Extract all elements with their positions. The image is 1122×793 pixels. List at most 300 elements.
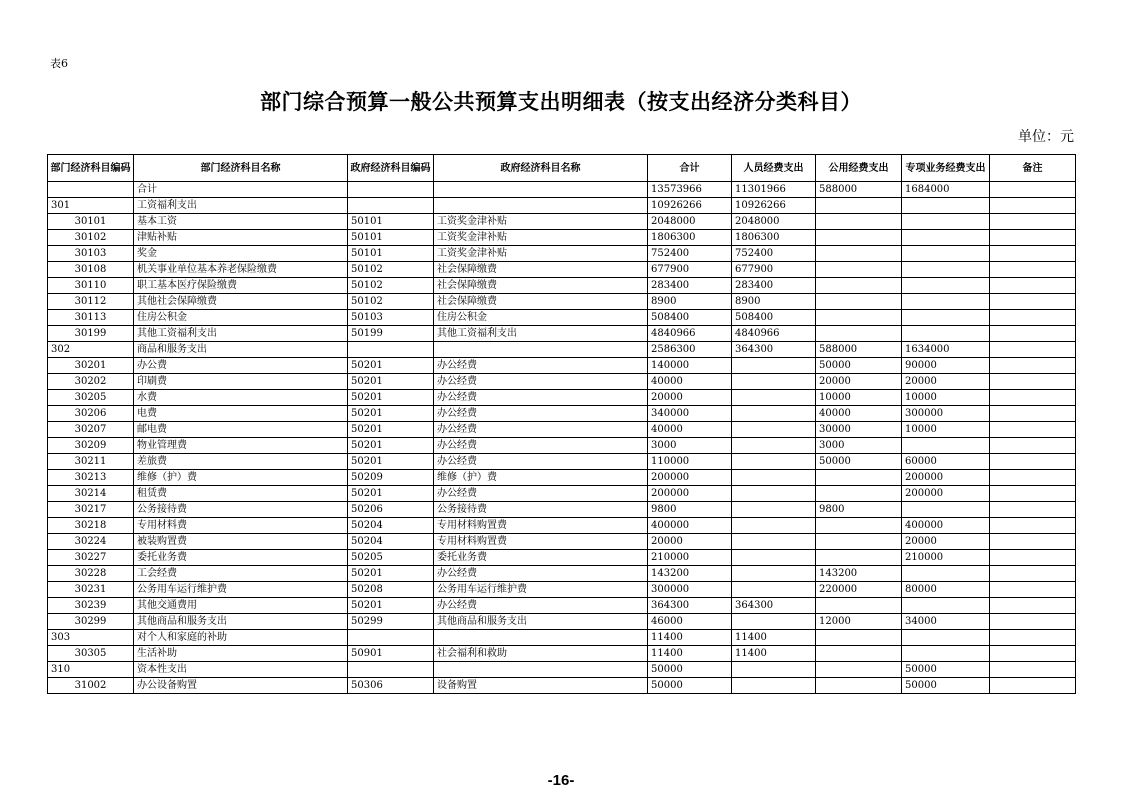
public-cell — [816, 662, 902, 678]
gov-name-cell: 办公经费 — [434, 598, 648, 614]
dept-code-cell: 30102 — [48, 230, 134, 246]
gov-code-cell: 50103 — [348, 310, 434, 326]
personnel-cell: 8900 — [732, 294, 816, 310]
total-cell: 13573966 — [648, 182, 732, 198]
personnel-cell — [732, 566, 816, 582]
personnel-cell — [732, 518, 816, 534]
personnel-cell: 677900 — [732, 262, 816, 278]
total-cell: 2048000 — [648, 214, 732, 230]
special-cell — [902, 566, 990, 582]
remarks-cell — [990, 646, 1076, 662]
table-row — [48, 598, 1076, 614]
personnel-cell: 4840966 — [732, 326, 816, 342]
table-row — [48, 246, 1076, 262]
unit-label: 单位：元 — [1018, 129, 1074, 145]
gov-name-cell — [434, 630, 648, 646]
gov-name-cell: 社会保障缴费 — [434, 278, 648, 294]
remarks-cell — [990, 630, 1076, 646]
special-cell: 10000 — [902, 390, 990, 406]
special-cell: 200000 — [902, 486, 990, 502]
dept-name-cell: 合计 — [134, 182, 348, 198]
dept-name-cell: 职工基本医疗保险缴费 — [134, 278, 348, 294]
total-cell: 143200 — [648, 566, 732, 582]
special-cell: 20000 — [902, 374, 990, 390]
gov-name-cell: 办公经费 — [434, 390, 648, 406]
special-cell — [902, 230, 990, 246]
public-cell: 50000 — [816, 358, 902, 374]
special-cell: 20000 — [902, 534, 990, 550]
dept-name-cell: 被装购置费 — [134, 534, 348, 550]
gov-code-cell: 50201 — [348, 374, 434, 390]
total-cell: 4840966 — [648, 326, 732, 342]
personnel-cell — [732, 502, 816, 518]
total-cell: 752400 — [648, 246, 732, 262]
dept-code-cell: 301 — [48, 198, 134, 214]
special-cell — [902, 630, 990, 646]
gov-name-cell — [434, 342, 648, 358]
gov-code-cell: 50101 — [348, 246, 434, 262]
dept-code-cell: 30239 — [48, 598, 134, 614]
dept-code-cell: 30211 — [48, 454, 134, 470]
special-cell — [902, 214, 990, 230]
dept-code-cell: 30113 — [48, 310, 134, 326]
gov-code-cell: 50201 — [348, 598, 434, 614]
public-cell — [816, 678, 902, 694]
gov-name-cell: 专用材料购置费 — [434, 518, 648, 534]
dept-code-cell: 30213 — [48, 470, 134, 486]
remarks-cell — [990, 550, 1076, 566]
remarks-cell — [990, 358, 1076, 374]
total-cell: 300000 — [648, 582, 732, 598]
gov-code-cell: 50201 — [348, 406, 434, 422]
dept-code-cell — [48, 182, 134, 198]
remarks-cell — [990, 294, 1076, 310]
dept-code-cell: 30207 — [48, 422, 134, 438]
gov-name-cell: 办公经费 — [434, 406, 648, 422]
public-cell: 220000 — [816, 582, 902, 598]
total-cell: 110000 — [648, 454, 732, 470]
remarks-cell — [990, 374, 1076, 390]
dept-name-cell: 其他工资福利支出 — [134, 326, 348, 342]
public-cell: 588000 — [816, 182, 902, 198]
personnel-cell: 2048000 — [732, 214, 816, 230]
dept-name-cell: 办公设备购置 — [134, 678, 348, 694]
gov-name-cell: 办公经费 — [434, 374, 648, 390]
dept-name-cell: 对个人和家庭的补助 — [134, 630, 348, 646]
personnel-cell: 1806300 — [732, 230, 816, 246]
remarks-cell — [990, 518, 1076, 534]
special-cell — [902, 262, 990, 278]
personnel-cell — [732, 406, 816, 422]
page-title: 部门综合预算一般公共预算支出明细表（按支出经济分类科目） — [260, 89, 862, 114]
gov-code-cell — [348, 630, 434, 646]
personnel-cell: 11400 — [732, 630, 816, 646]
special-cell: 50000 — [902, 662, 990, 678]
total-cell: 340000 — [648, 406, 732, 422]
gov-name-cell: 社会福利和救助 — [434, 646, 648, 662]
gov-name-cell: 专用材料购置费 — [434, 534, 648, 550]
dept-code-cell: 30209 — [48, 438, 134, 454]
dept-name-cell: 奖金 — [134, 246, 348, 262]
remarks-cell — [990, 326, 1076, 342]
total-cell: 1806300 — [648, 230, 732, 246]
table-row — [48, 278, 1076, 294]
personnel-cell: 11301966 — [732, 182, 816, 198]
dept-code-cell: 30205 — [48, 390, 134, 406]
special-cell: 34000 — [902, 614, 990, 630]
personnel-cell: 508400 — [732, 310, 816, 326]
personnel-cell — [732, 550, 816, 566]
gov-name-cell: 办公经费 — [434, 486, 648, 502]
public-cell: 9800 — [816, 502, 902, 518]
special-cell: 50000 — [902, 678, 990, 694]
special-cell: 400000 — [902, 518, 990, 534]
gov-code-cell — [348, 662, 434, 678]
gov-code-cell: 50102 — [348, 262, 434, 278]
special-cell — [902, 438, 990, 454]
gov-name-cell: 住房公积金 — [434, 310, 648, 326]
gov-name-cell: 委托业务费 — [434, 550, 648, 566]
dept-code-cell: 30206 — [48, 406, 134, 422]
public-cell: 12000 — [816, 614, 902, 630]
gov-name-cell: 公务用车运行维护费 — [434, 582, 648, 598]
total-cell: 20000 — [648, 534, 732, 550]
personnel-cell: 364300 — [732, 598, 816, 614]
dept-code-cell: 30218 — [48, 518, 134, 534]
table-row — [48, 310, 1076, 326]
total-cell: 50000 — [648, 662, 732, 678]
public-cell — [816, 278, 902, 294]
dept-code-cell: 30201 — [48, 358, 134, 374]
gov-name-cell — [434, 198, 648, 214]
dept-code-cell: 30214 — [48, 486, 134, 502]
public-cell: 30000 — [816, 422, 902, 438]
dept-code-cell: 30305 — [48, 646, 134, 662]
dept-code-cell: 30101 — [48, 214, 134, 230]
total-cell: 11400 — [648, 646, 732, 662]
gov-code-cell: 50901 — [348, 646, 434, 662]
special-cell — [902, 246, 990, 262]
remarks-cell — [990, 182, 1076, 198]
public-cell — [816, 534, 902, 550]
table-row — [48, 182, 1076, 198]
personnel-cell — [732, 358, 816, 374]
gov-name-cell: 维修（护）费 — [434, 470, 648, 486]
gov-code-cell: 50206 — [348, 502, 434, 518]
gov-code-cell: 50201 — [348, 438, 434, 454]
table-row — [48, 502, 1076, 518]
gov-code-cell: 50204 — [348, 518, 434, 534]
table-row — [48, 630, 1076, 646]
personnel-cell — [732, 438, 816, 454]
special-cell — [902, 502, 990, 518]
personnel-cell — [732, 678, 816, 694]
dept-name-cell: 其他商品和服务支出 — [134, 614, 348, 630]
dept-code-cell: 30228 — [48, 566, 134, 582]
table-row — [48, 374, 1076, 390]
gov-code-cell: 50102 — [348, 278, 434, 294]
personnel-cell: 752400 — [732, 246, 816, 262]
col-header-gov-code: 政府经济科目编码 — [348, 155, 434, 182]
special-cell — [902, 646, 990, 662]
gov-code-cell: 50101 — [348, 230, 434, 246]
total-cell: 3000 — [648, 438, 732, 454]
personnel-cell — [732, 470, 816, 486]
table-row — [48, 486, 1076, 502]
total-cell: 9800 — [648, 502, 732, 518]
total-cell: 210000 — [648, 550, 732, 566]
gov-code-cell: 50205 — [348, 550, 434, 566]
public-cell — [816, 230, 902, 246]
dept-name-cell: 住房公积金 — [134, 310, 348, 326]
total-cell: 11400 — [648, 630, 732, 646]
dept-code-cell: 30199 — [48, 326, 134, 342]
total-cell: 283400 — [648, 278, 732, 294]
dept-name-cell: 商品和服务支出 — [134, 342, 348, 358]
gov-name-cell: 公务接待费 — [434, 502, 648, 518]
personnel-cell — [732, 454, 816, 470]
gov-name-cell: 设备购置 — [434, 678, 648, 694]
public-cell: 20000 — [816, 374, 902, 390]
dept-name-cell: 物业管理费 — [134, 438, 348, 454]
table-row — [48, 326, 1076, 342]
dept-code-cell: 30110 — [48, 278, 134, 294]
personnel-cell: 283400 — [732, 278, 816, 294]
gov-code-cell — [348, 198, 434, 214]
personnel-cell — [732, 422, 816, 438]
public-cell: 588000 — [816, 342, 902, 358]
dept-name-cell: 其他社会保障缴费 — [134, 294, 348, 310]
personnel-cell — [732, 374, 816, 390]
gov-name-cell: 社会保障缴费 — [434, 262, 648, 278]
table-row — [48, 262, 1076, 278]
gov-name-cell: 工资奖金津补贴 — [434, 230, 648, 246]
dept-code-cell: 30108 — [48, 262, 134, 278]
special-cell — [902, 598, 990, 614]
table-row — [48, 406, 1076, 422]
col-header-dept-code: 部门经济科目编码 — [48, 155, 134, 182]
dept-code-cell: 310 — [48, 662, 134, 678]
gov-code-cell: 50201 — [348, 390, 434, 406]
col-header-public: 公用经费支出 — [816, 155, 902, 182]
public-cell — [816, 646, 902, 662]
table-row — [48, 390, 1076, 406]
gov-name-cell: 工资奖金津补贴 — [434, 214, 648, 230]
col-header-gov-name: 政府经济科目名称 — [434, 155, 648, 182]
personnel-cell — [732, 582, 816, 598]
special-cell: 1684000 — [902, 182, 990, 198]
gov-code-cell: 50201 — [348, 358, 434, 374]
gov-name-cell: 其他商品和服务支出 — [434, 614, 648, 630]
total-cell: 40000 — [648, 422, 732, 438]
dept-name-cell: 差旅费 — [134, 454, 348, 470]
total-cell: 40000 — [648, 374, 732, 390]
remarks-cell — [990, 614, 1076, 630]
dept-code-cell: 30202 — [48, 374, 134, 390]
remarks-cell — [990, 198, 1076, 214]
personnel-cell — [732, 534, 816, 550]
special-cell: 10000 — [902, 422, 990, 438]
remarks-cell — [990, 230, 1076, 246]
gov-code-cell: 50201 — [348, 454, 434, 470]
dept-name-cell: 资本性支出 — [134, 662, 348, 678]
personnel-cell: 11400 — [732, 646, 816, 662]
public-cell — [816, 598, 902, 614]
dept-code-cell: 30103 — [48, 246, 134, 262]
remarks-cell — [990, 598, 1076, 614]
remarks-cell — [990, 422, 1076, 438]
total-cell: 8900 — [648, 294, 732, 310]
table-row — [48, 214, 1076, 230]
public-cell — [816, 294, 902, 310]
gov-code-cell: 50199 — [348, 326, 434, 342]
table-row — [48, 198, 1076, 214]
dept-name-cell: 电费 — [134, 406, 348, 422]
public-cell: 50000 — [816, 454, 902, 470]
public-cell: 10000 — [816, 390, 902, 406]
special-cell: 1634000 — [902, 342, 990, 358]
special-cell — [902, 326, 990, 342]
remarks-cell — [990, 486, 1076, 502]
gov-name-cell: 办公经费 — [434, 422, 648, 438]
table-row — [48, 550, 1076, 566]
remarks-cell — [990, 214, 1076, 230]
remarks-cell — [990, 406, 1076, 422]
dept-code-cell: 30112 — [48, 294, 134, 310]
total-cell: 140000 — [648, 358, 732, 374]
col-header-dept-name: 部门经济科目名称 — [134, 155, 348, 182]
gov-code-cell: 50204 — [348, 534, 434, 550]
personnel-cell — [732, 390, 816, 406]
table-row — [48, 342, 1076, 358]
dept-name-cell: 基本工资 — [134, 214, 348, 230]
dept-name-cell: 印刷费 — [134, 374, 348, 390]
table-row — [48, 454, 1076, 470]
remarks-cell — [990, 278, 1076, 294]
gov-code-cell — [348, 182, 434, 198]
gov-name-cell: 办公经费 — [434, 438, 648, 454]
dept-name-cell: 其他交通费用 — [134, 598, 348, 614]
total-cell: 364300 — [648, 598, 732, 614]
col-header-personnel: 人员经费支出 — [732, 155, 816, 182]
public-cell — [816, 518, 902, 534]
dept-name-cell: 办公费 — [134, 358, 348, 374]
total-cell: 50000 — [648, 678, 732, 694]
dept-name-cell: 工会经费 — [134, 566, 348, 582]
total-cell: 400000 — [648, 518, 732, 534]
personnel-cell: 364300 — [732, 342, 816, 358]
personnel-cell — [732, 614, 816, 630]
table-header-row — [48, 155, 1076, 182]
table-body — [48, 182, 1076, 694]
special-cell: 210000 — [902, 550, 990, 566]
dept-code-cell: 302 — [48, 342, 134, 358]
gov-name-cell: 办公经费 — [434, 566, 648, 582]
gov-code-cell: 50208 — [348, 582, 434, 598]
total-cell: 46000 — [648, 614, 732, 630]
special-cell — [902, 294, 990, 310]
table-row — [48, 470, 1076, 486]
table-row — [48, 582, 1076, 598]
special-cell — [902, 310, 990, 326]
remarks-cell — [990, 534, 1076, 550]
public-cell: 40000 — [816, 406, 902, 422]
gov-code-cell: 50102 — [348, 294, 434, 310]
special-cell: 200000 — [902, 470, 990, 486]
gov-name-cell — [434, 662, 648, 678]
total-cell: 200000 — [648, 486, 732, 502]
gov-code-cell — [348, 342, 434, 358]
dept-name-cell: 公务用车运行维护费 — [134, 582, 348, 598]
dept-name-cell: 委托业务费 — [134, 550, 348, 566]
gov-code-cell: 50101 — [348, 214, 434, 230]
remarks-cell — [990, 470, 1076, 486]
dept-name-cell: 机关事业单位基本养老保险缴费 — [134, 262, 348, 278]
gov-name-cell: 工资奖金津补贴 — [434, 246, 648, 262]
dept-code-cell: 30299 — [48, 614, 134, 630]
gov-name-cell: 办公经费 — [434, 358, 648, 374]
dept-name-cell: 维修（护）费 — [134, 470, 348, 486]
total-cell: 677900 — [648, 262, 732, 278]
dept-code-cell: 30217 — [48, 502, 134, 518]
gov-name-cell: 社会保障缴费 — [434, 294, 648, 310]
dept-code-cell: 31002 — [48, 678, 134, 694]
dept-name-cell: 生活补助 — [134, 646, 348, 662]
table-row — [48, 422, 1076, 438]
personnel-cell — [732, 662, 816, 678]
public-cell — [816, 198, 902, 214]
dept-name-cell: 工资福利支出 — [134, 198, 348, 214]
special-cell: 300000 — [902, 406, 990, 422]
table-row — [48, 534, 1076, 550]
remarks-cell — [990, 566, 1076, 582]
special-cell: 60000 — [902, 454, 990, 470]
gov-code-cell: 50306 — [348, 678, 434, 694]
gov-name-cell: 办公经费 — [434, 454, 648, 470]
remarks-cell — [990, 342, 1076, 358]
remarks-cell — [990, 390, 1076, 406]
gov-name-cell — [434, 182, 648, 198]
remarks-cell — [990, 262, 1076, 278]
public-cell — [816, 470, 902, 486]
total-cell: 20000 — [648, 390, 732, 406]
dept-name-cell: 津贴补贴 — [134, 230, 348, 246]
public-cell — [816, 486, 902, 502]
public-cell — [816, 246, 902, 262]
dept-code-cell: 303 — [48, 630, 134, 646]
table-row — [48, 438, 1076, 454]
table-row — [48, 566, 1076, 582]
public-cell — [816, 214, 902, 230]
table-row — [48, 518, 1076, 534]
special-cell: 90000 — [902, 358, 990, 374]
public-cell — [816, 630, 902, 646]
remarks-cell — [990, 502, 1076, 518]
personnel-cell — [732, 486, 816, 502]
remarks-cell — [990, 582, 1076, 598]
gov-code-cell: 50201 — [348, 422, 434, 438]
remarks-cell — [990, 438, 1076, 454]
col-header-special: 专项业务经费支出 — [902, 155, 990, 182]
table-row — [48, 646, 1076, 662]
table-row — [48, 614, 1076, 630]
remarks-cell — [990, 662, 1076, 678]
table-number: 表6 — [50, 57, 68, 70]
table-row — [48, 230, 1076, 246]
total-cell: 10926266 — [648, 198, 732, 214]
dept-name-cell: 邮电费 — [134, 422, 348, 438]
dept-name-cell: 租赁费 — [134, 486, 348, 502]
